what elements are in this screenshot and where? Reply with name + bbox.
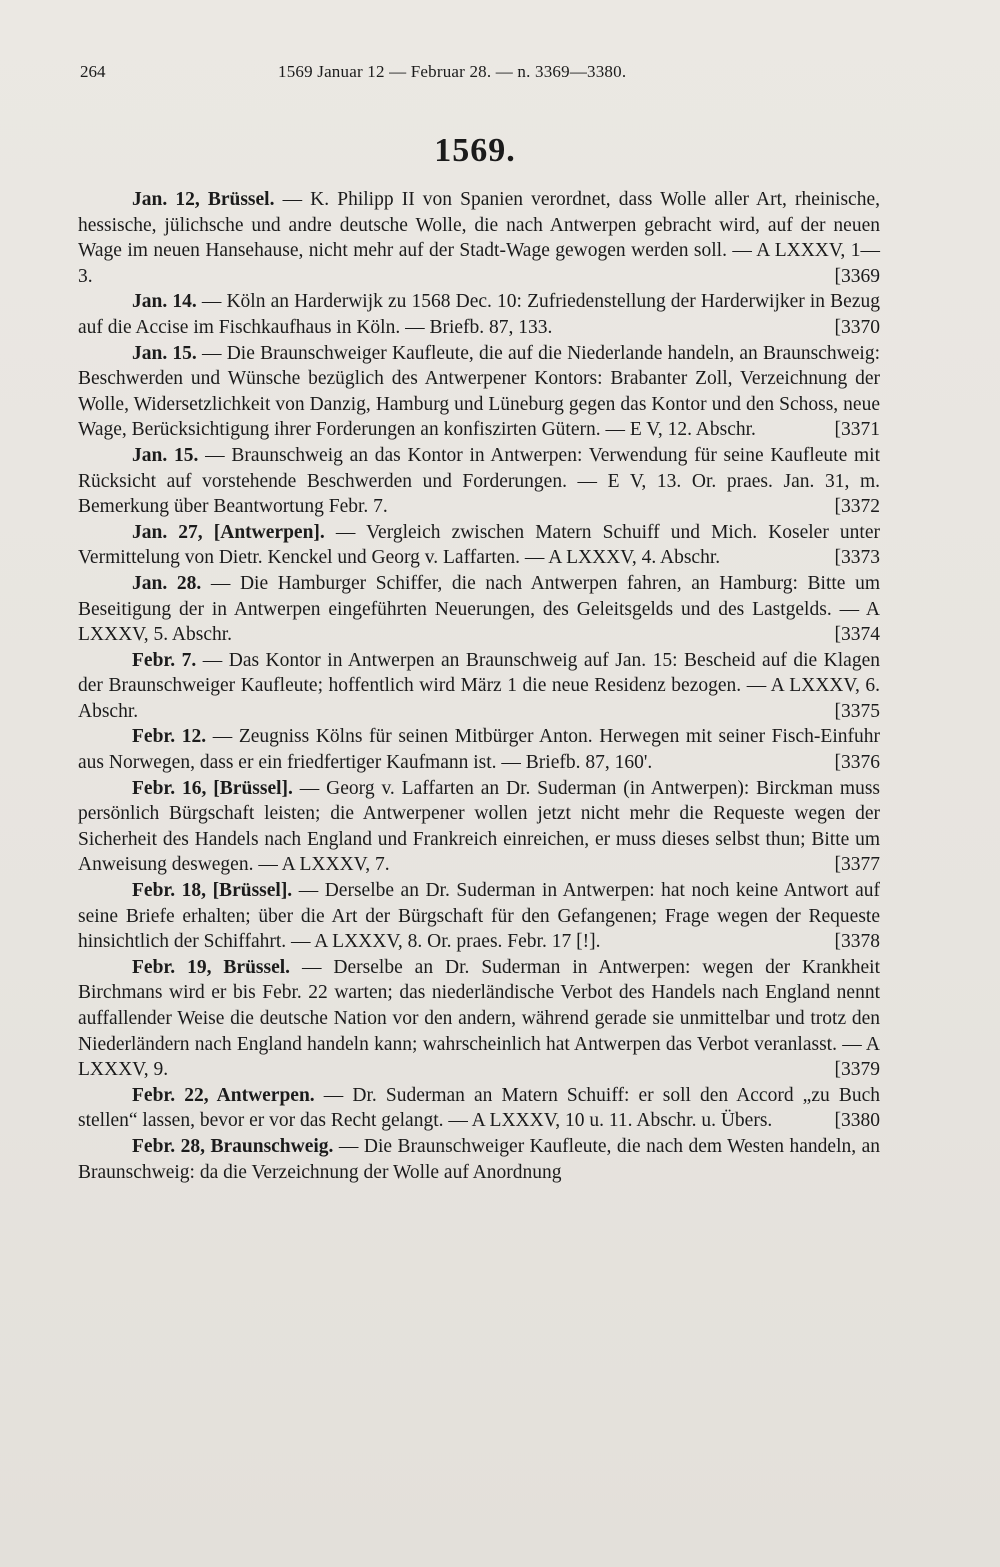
entry-number: [3377 (834, 854, 880, 876)
entry-text: — Georg v. Laffarten an Dr. Suderman (in Antwerpen): Birckman muss persönlich Bürgschaft leisten; die Antwerpener wollen jetzt nicht mehr die Requeste wegen der Sicherheit des Handels nach England und Frankreich einreichen, er muss dieses selbst thun; Bitte um Anweisung deswegen. — A LXXXV, 7. (78, 777, 880, 876)
entry-date: Febr. 19, Brüssel. (132, 956, 291, 978)
entry-text: — Das Kontor in Antwerpen an Braunschweig auf Jan. 15: Bescheid auf die Klagen der Braunschweiger Kaufleute; hoffentlich wird März 1 die neue Residenz bezogen. — A LXXXV, 6. Abschr. (78, 649, 880, 722)
entry-date: Jan. 14. (132, 291, 197, 313)
entry-number: [3376 (834, 752, 880, 774)
entry-date: Jan. 15. (132, 342, 197, 364)
entries-body (78, 187, 880, 1185)
entry-number: [3378 (834, 931, 880, 953)
entry-3373 (78, 520, 880, 571)
entry-date: Jan. 27, [Antwerpen]. (132, 521, 325, 543)
running-title: 1569 Januar 12 — Februar 28. — n. 3369—3380. (278, 62, 627, 81)
entry-3372 (78, 443, 880, 520)
entry-3374 (78, 571, 880, 648)
entry-number: [3369 (834, 265, 880, 287)
entry-3371 (78, 341, 880, 443)
entry-number: [3380 (834, 1110, 880, 1132)
entry-date: Febr. 18, [Brüssel]. (132, 880, 293, 902)
entry-continued (78, 1134, 880, 1185)
entry-text: — K. Philipp II von Spanien verordnet, dass Wolle aller Art, rheinische, hessische, jülichsche und andre deutsche Wolle, die nach Antwerpen gebracht wird, auf der neuen Wage im neuen Hansehause, nicht mehr auf der Stadt-Wage gewogen werden soll. — A LXXXV, 1—3. (78, 189, 880, 287)
entry-3369 (78, 187, 880, 289)
entry-text: — Die Hamburger Schiffer, die nach Antwerpen fahren, an Hamburg: Bitte um Beseitigung der in Antwerpen eingeführten Neuerungen, des Geleitsgelds und des Lastgelds. — A LXXXV, 5. Abschr. (78, 572, 880, 646)
entry-date: Febr. 16, [Brüssel]. (132, 777, 293, 799)
entry-date: Febr. 22, Antwerpen. (132, 1084, 315, 1106)
entry-text: — Braunschweig an das Kontor in Antwerpen: Verwendung für seine Kaufleute mit Rücksicht auf vorstehende Beschwerden und Forderungen. — E V, 13. Or. praes. Jan. 31, m. Bemerkung über Beantwortung Febr. 7. (78, 444, 880, 518)
entry-number: [3374 (834, 624, 880, 646)
entry-3379 (78, 955, 880, 1083)
year-heading: 1569. (434, 132, 516, 169)
entry-date: Febr. 7. (132, 649, 197, 671)
entry-date: Febr. 28, Braunschweig. (132, 1135, 334, 1157)
entry-number: [3372 (834, 496, 880, 518)
entry-date: Febr. 12. (132, 726, 207, 748)
entry-text: — Derselbe an Dr. Suderman in Antwerpen: hat noch keine Antwort auf seine Briefe erhalten; über die Art der Bürgschaft für den Gefangenen; Frage wegen der Requeste hinsichtlich der Schiffahrt. — A LXXXV, 8. Or. praes. Febr. 17 [!]. (78, 880, 880, 953)
entry-text: — Zeugniss Kölns für seinen Mitbürger Anton. Herwegen mit seiner Fisch-Einfuhr aus Norwegen, dass er ein friedfertiger Kaufmann ist. — Briefb. 87, 160'. (78, 726, 880, 774)
entry-date: Jan. 15. (132, 444, 199, 466)
entry-3380 (78, 1083, 880, 1134)
entry-3370 (78, 289, 880, 340)
entry-number: [3375 (834, 700, 880, 722)
entry-text: — Die Braunschweiger Kaufleute, die nach dem Westen handeln, an Braunschweig: da die Verzeichnung der Wolle auf Anordnung (78, 1135, 880, 1183)
entry-number: [3379 (834, 1059, 880, 1081)
entry-text: — Köln an Harderwijk zu 1568 Dec. 10: Zufriedenstellung der Harderwijker in Bezug auf die Accise im Fischkaufhaus in Köln. — Briefb. 87, 133. (78, 291, 880, 338)
page-header (80, 62, 880, 86)
entry-text: — Dr. Suderman an Matern Schuiff: er soll den Accord „zu Buch stellen“ lassen, bevor er vor das Recht gelangt. — A LXXXV, 10 u. 11. Abschr. u. Übers. (78, 1084, 881, 1132)
entry-text: — Die Braunschweiger Kaufleute, die auf die Niederlande handeln, an Braunschweig: Beschwerden und Wünsche bezüglich des Antwerpener Kontors: Brabanter Zoll, Verzeichnung der Wolle, Widersetzlichkeit von Danzig, Hamburg und Lüneburg gegen das Kontor und den Schoss, neue Wage, Berücksichtigung ihrer Forderungen an konfiszirten Gütern. — E V, 12. Abschr. (78, 342, 880, 441)
entry-text: — Vergleich zwischen Matern Schuiff und Mich. Koseler unter Vermittelung von Dietr. Kenckel und Georg v. Laffarten. — A LXXXV, 4. Abschr. (78, 521, 880, 569)
entry-date: Jan. 28. (132, 572, 202, 594)
page-number: 264 (80, 62, 106, 81)
entry-text: — Derselbe an Dr. Suderman in Antwerpen: wegen der Krankheit Birchmans wird er bis Febr. 22 warten; das niederländische Verbot des Handels nach England nennt auffallender Weise die deutsche Nation vor den andern, während gerade sie unmittelbar und trotz den Niederländern nach England handeln kann; wahrscheinlich hat Antwerpen das Verbot veranlasst. — A LXXXV, 9. (78, 956, 880, 1081)
entry-3376 (78, 724, 880, 775)
entry-number: [3371 (834, 419, 880, 441)
entry-3377 (78, 776, 880, 878)
entry-number: [3373 (834, 547, 880, 569)
entry-number: [3370 (834, 316, 880, 338)
entry-3378 (78, 878, 880, 955)
entry-3375 (78, 648, 880, 725)
entry-date: Jan. 12, Brüssel. (132, 189, 275, 210)
